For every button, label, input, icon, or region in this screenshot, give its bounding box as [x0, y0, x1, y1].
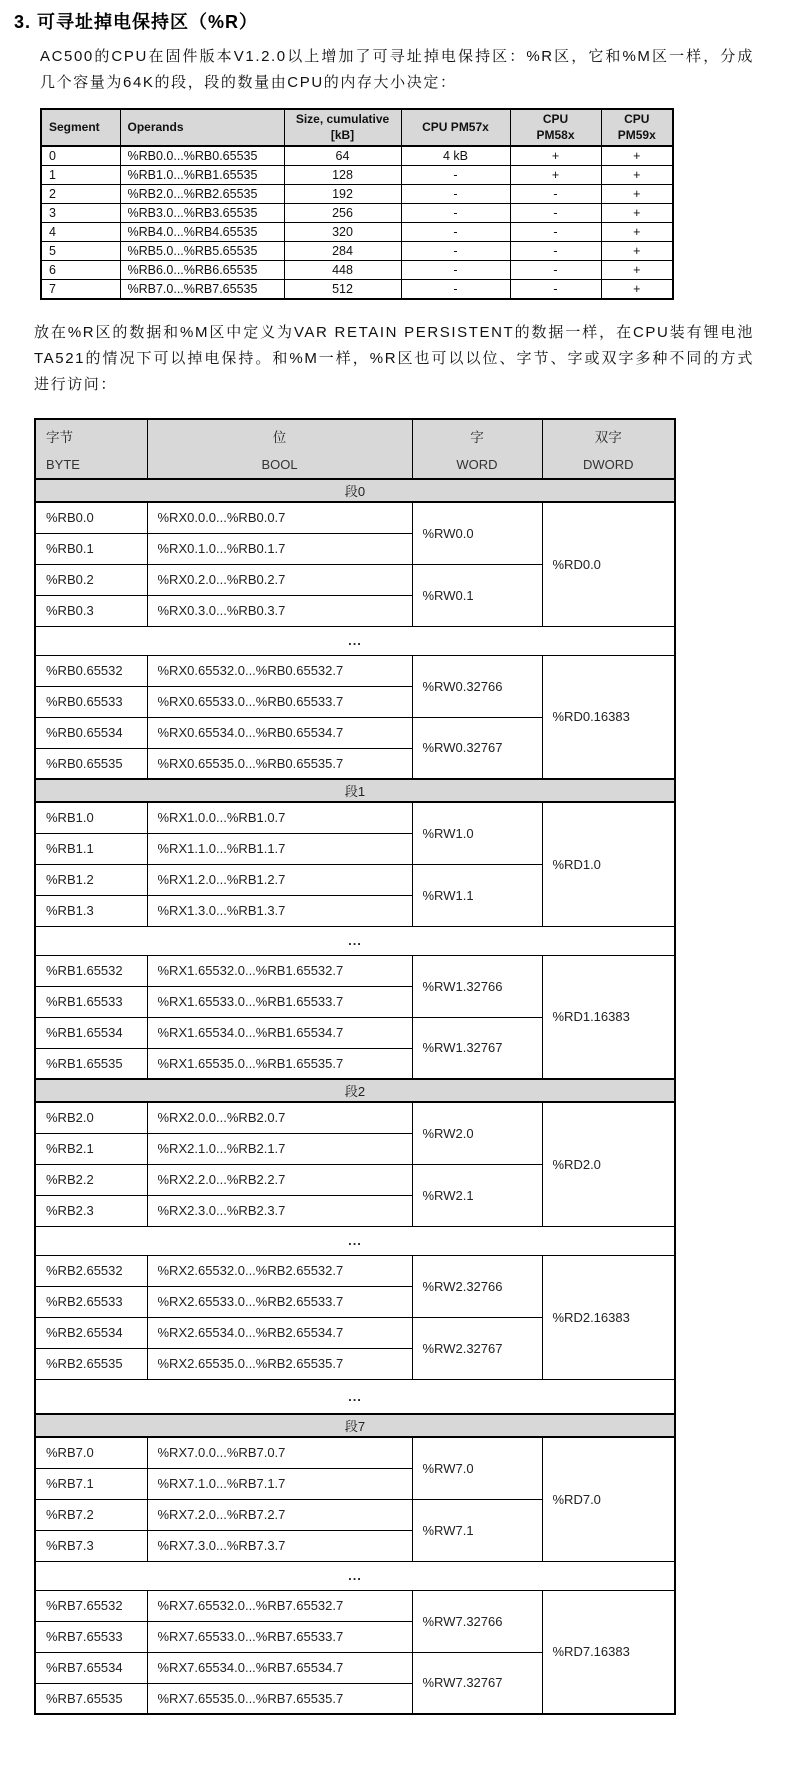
segment-size-cell: 320 — [284, 223, 401, 242]
segment-size-cell: + — [601, 166, 673, 185]
dword-cell: %RD7.16383 — [542, 1590, 675, 1714]
segment-size-cell: - — [401, 280, 510, 300]
segment-size-row — [41, 261, 673, 280]
col-header-en: DWORD — [582, 457, 634, 473]
header-line: Size, cumulative — [295, 112, 390, 126]
bool-range-cell: %RX0.65533.0...%RB0.65533.7 — [147, 686, 412, 717]
segment-size-cell: 3 — [41, 204, 120, 223]
byte-cell: %RB2.1 — [35, 1133, 147, 1164]
segment-size-cell: + — [510, 146, 601, 166]
segment-size-row — [41, 280, 673, 300]
byte-cell: %RB0.3 — [35, 595, 147, 626]
bool-range-cell: %RX1.65533.0...%RB1.65533.7 — [147, 986, 412, 1017]
segment-size-row — [41, 223, 673, 242]
title-number: 3. — [14, 12, 32, 32]
segment-size-cell: 6 — [41, 261, 120, 280]
segment-size-cell: %RB5.0...%RB5.65535 — [120, 242, 284, 261]
segment-size-table — [40, 108, 674, 300]
word-cell: %RW0.0 — [412, 502, 542, 564]
access-data-row — [35, 955, 675, 986]
segment-size-cell: %RB6.0...%RB6.65535 — [120, 261, 284, 280]
ellipsis-cell: ... — [35, 1561, 675, 1590]
segment-size-cell: 4 kB — [401, 146, 510, 166]
segment-size-row — [41, 242, 673, 261]
bool-range-cell: %RX0.1.0...%RB0.1.7 — [147, 533, 412, 564]
access-data-row — [35, 1437, 675, 1468]
word-cell: %RW2.32766 — [412, 1255, 542, 1317]
segment-bar — [35, 479, 675, 502]
byte-cell: %RB2.0 — [35, 1102, 147, 1133]
word-cell: %RW7.32766 — [412, 1590, 542, 1652]
ellipsis-cell: ... — [35, 926, 675, 955]
segment-size-row — [41, 146, 673, 166]
bool-range-cell: %RX7.3.0...%RB7.3.7 — [147, 1530, 412, 1561]
bool-range-cell: %RX2.65535.0...%RB2.65535.7 — [147, 1348, 412, 1379]
segment-size-cell: %RB3.0...%RB3.65535 — [120, 204, 284, 223]
segment-size-cell: - — [401, 204, 510, 223]
bool-range-cell: %RX7.65534.0...%RB7.65534.7 — [147, 1652, 412, 1683]
word-cell: %RW0.32767 — [412, 717, 542, 779]
intro-paragraph: AC500的CPU在固件版本V1.2.0以上增加了可寻址掉电保持区：%R区，它和%M区一样，分成几个容量为64K的段，段的数量由CPU的内存大小决定： — [40, 48, 754, 91]
access-data-row — [35, 802, 675, 833]
bool-range-cell: %RX2.2.0...%RB2.2.7 — [147, 1164, 412, 1195]
word-cell: %RW7.0 — [412, 1437, 542, 1499]
bool-range-cell: %RX7.65535.0...%RB7.65535.7 — [147, 1683, 412, 1714]
header-line: [kB] — [330, 127, 355, 142]
byte-cell: %RB1.65533 — [35, 986, 147, 1017]
bool-range-cell: %RX1.65535.0...%RB1.65535.7 — [147, 1048, 412, 1079]
bool-range-cell: %RX1.2.0...%RB1.2.7 — [147, 864, 412, 895]
segment-size-cell: - — [401, 166, 510, 185]
segment-size-cell: 448 — [284, 261, 401, 280]
segment-size-cell: + — [601, 280, 673, 300]
segment-size-cell: + — [601, 146, 673, 166]
word-cell: %RW7.32767 — [412, 1652, 542, 1714]
byte-cell: %RB2.65535 — [35, 1348, 147, 1379]
bool-range-cell: %RX0.0.0...%RB0.0.7 — [147, 502, 412, 533]
header-line: CPU — [542, 112, 569, 126]
col-header-cn: 位 — [272, 430, 287, 446]
bool-range-cell: %RX7.65533.0...%RB7.65533.7 — [147, 1621, 412, 1652]
bool-range-cell: %RX2.65532.0...%RB2.65532.7 — [147, 1255, 412, 1286]
segment-size-cell: - — [401, 185, 510, 204]
byte-cell: %RB0.65533 — [35, 686, 147, 717]
header-line: CPU — [624, 112, 650, 126]
bool-range-cell: %RX0.2.0...%RB0.2.7 — [147, 564, 412, 595]
col-header-en: BYTE — [46, 457, 80, 473]
bool-range-cell: %RX1.65534.0...%RB1.65534.7 — [147, 1017, 412, 1048]
segment-size-cell: 2 — [41, 185, 120, 204]
bool-range-cell: %RX2.65533.0...%RB2.65533.7 — [147, 1286, 412, 1317]
col-header-en: BOOL — [261, 457, 298, 473]
byte-cell: %RB7.65534 — [35, 1652, 147, 1683]
byte-cell: %RB2.65533 — [35, 1286, 147, 1317]
segment-size-cell: - — [510, 185, 601, 204]
byte-cell: %RB1.65535 — [35, 1048, 147, 1079]
access-data-row — [35, 1102, 675, 1133]
byte-cell: %RB7.0 — [35, 1437, 147, 1468]
byte-cell: %RB7.2 — [35, 1499, 147, 1530]
segment-size-cell: 256 — [284, 204, 401, 223]
segment-size-cell: %RB2.0...%RB2.65535 — [120, 185, 284, 204]
ellipsis-cell: ... — [35, 1379, 675, 1414]
segment-size-cell: 4 — [41, 223, 120, 242]
segment-size-cell: %RB7.0...%RB7.65535 — [120, 280, 284, 300]
segment-bar-label: 段7 — [35, 1414, 675, 1437]
address-access-table — [34, 418, 676, 1715]
segment-size-col-header — [41, 109, 120, 146]
word-cell: %RW1.0 — [412, 802, 542, 864]
byte-cell: %RB1.2 — [35, 864, 147, 895]
byte-cell: %RB7.65532 — [35, 1590, 147, 1621]
segment-size-cell: - — [401, 261, 510, 280]
segment-size-col-header — [510, 109, 601, 146]
word-cell: %RW1.1 — [412, 864, 542, 926]
byte-cell: %RB0.0 — [35, 502, 147, 533]
dword-cell: %RD2.16383 — [542, 1255, 675, 1379]
access-data-row — [35, 1590, 675, 1621]
dword-cell: %RD1.16383 — [542, 955, 675, 1079]
bool-range-cell: %RX7.1.0...%RB7.1.7 — [147, 1468, 412, 1499]
bool-range-cell: %RX2.65534.0...%RB2.65534.7 — [147, 1317, 412, 1348]
word-cell: %RW0.1 — [412, 564, 542, 626]
ellipsis-row — [35, 1379, 675, 1414]
bool-range-cell: %RX0.65534.0...%RB0.65534.7 — [147, 717, 412, 748]
dword-cell: %RD2.0 — [542, 1102, 675, 1226]
segment-bar — [35, 1079, 675, 1102]
segment-size-cell: - — [510, 261, 601, 280]
word-cell: %RW7.1 — [412, 1499, 542, 1561]
byte-cell: %RB2.65532 — [35, 1255, 147, 1286]
segment-bar-label: 段2 — [35, 1079, 675, 1102]
access-data-row — [35, 1255, 675, 1286]
access-data-row — [35, 655, 675, 686]
segment-size-cell: %RB4.0...%RB4.65535 — [120, 223, 284, 242]
byte-cell: %RB0.65535 — [35, 748, 147, 779]
access-col-header-bool — [147, 419, 412, 479]
byte-cell: %RB1.3 — [35, 895, 147, 926]
ellipsis-cell: ... — [35, 626, 675, 655]
bool-range-cell: %RX1.65532.0...%RB1.65532.7 — [147, 955, 412, 986]
byte-cell: %RB0.2 — [35, 564, 147, 595]
ellipsis-row — [35, 926, 675, 955]
bool-range-cell: %RX7.65532.0...%RB7.65532.7 — [147, 1590, 412, 1621]
segment-size-header-row — [41, 109, 673, 146]
segment-size-cell: + — [601, 242, 673, 261]
word-cell: %RW1.32766 — [412, 955, 542, 1017]
byte-cell: %RB2.3 — [35, 1195, 147, 1226]
segment-size-row — [41, 204, 673, 223]
segment-size-cell: + — [601, 204, 673, 223]
segment-size-cell: + — [601, 185, 673, 204]
bool-range-cell: %RX1.0.0...%RB1.0.7 — [147, 802, 412, 833]
bool-range-cell: %RX1.1.0...%RB1.1.7 — [147, 833, 412, 864]
header-line: Segment — [49, 119, 100, 134]
word-cell: %RW2.0 — [412, 1102, 542, 1164]
dword-cell: %RD0.16383 — [542, 655, 675, 779]
ellipsis-row — [35, 1561, 675, 1590]
segment-size-cell: - — [401, 242, 510, 261]
segment-size-cell: + — [601, 223, 673, 242]
bool-range-cell: %RX7.0.0...%RB7.0.7 — [147, 1437, 412, 1468]
segment-bar — [35, 1414, 675, 1437]
bool-range-cell: %RX0.65535.0...%RB0.65535.7 — [147, 748, 412, 779]
byte-cell: %RB7.65535 — [35, 1683, 147, 1714]
segment-size-cell: %RB0.0...%RB0.65535 — [120, 146, 284, 166]
byte-cell: %RB1.0 — [35, 802, 147, 833]
bool-range-cell: %RX1.3.0...%RB1.3.7 — [147, 895, 412, 926]
segment-size-cell: %RB1.0...%RB1.65535 — [120, 166, 284, 185]
segment-bar — [35, 779, 675, 802]
segment-size-cell: - — [510, 223, 601, 242]
byte-cell: %RB7.3 — [35, 1530, 147, 1561]
segment-size-cell: 284 — [284, 242, 401, 261]
bool-range-cell: %RX7.2.0...%RB7.2.7 — [147, 1499, 412, 1530]
bool-range-cell: %RX0.65532.0...%RB0.65532.7 — [147, 655, 412, 686]
word-cell: %RW1.32767 — [412, 1017, 542, 1079]
access-col-header-word — [412, 419, 542, 479]
segment-size-table-body — [41, 146, 673, 299]
col-header-cn: 字节 — [46, 430, 73, 446]
segment-size-cell: 1 — [41, 166, 120, 185]
segment-size-cell: - — [510, 204, 601, 223]
byte-cell: %RB1.1 — [35, 833, 147, 864]
word-cell: %RW0.32766 — [412, 655, 542, 717]
segment-size-cell: 128 — [284, 166, 401, 185]
dword-cell: %RD1.0 — [542, 802, 675, 926]
dword-cell: %RD7.0 — [542, 1437, 675, 1561]
segment-size-cell: 512 — [284, 280, 401, 300]
header-line: PM59x — [617, 127, 656, 142]
segment-size-col-header — [284, 109, 401, 146]
byte-cell: %RB7.65533 — [35, 1621, 147, 1652]
segment-size-cell: + — [510, 166, 601, 185]
byte-cell: %RB1.65532 — [35, 955, 147, 986]
word-cell: %RW2.32767 — [412, 1317, 542, 1379]
access-col-header-byte — [35, 419, 147, 479]
byte-cell: %RB7.1 — [35, 1468, 147, 1499]
segment-bar-label: 段1 — [35, 779, 675, 802]
segment-size-cell: 64 — [284, 146, 401, 166]
segment-size-table-head — [41, 109, 673, 146]
segment-size-cell: - — [510, 242, 601, 261]
byte-cell: %RB0.1 — [35, 533, 147, 564]
access-data-row — [35, 502, 675, 533]
ellipsis-row — [35, 626, 675, 655]
segment-size-cell: 5 — [41, 242, 120, 261]
segment-size-cell: 7 — [41, 280, 120, 300]
segment-size-col-header — [601, 109, 673, 146]
header-line: CPU PM57x — [422, 119, 489, 134]
bool-range-cell: %RX2.1.0...%RB2.1.7 — [147, 1133, 412, 1164]
segment-size-cell: + — [601, 261, 673, 280]
access-col-header-dword — [542, 419, 675, 479]
retain-paragraph: 放在%R区的数据和%M区中定义为VAR RETAIN PERSISTENT的数据一样，在CPU装有锂电池TA521的情况下可以掉电保持。和%M一样，%R区也可以以位、字节、字或双字多种不同的方式进行访问： — [34, 324, 754, 394]
access-table-body — [35, 479, 675, 1714]
bool-range-cell: %RX0.3.0...%RB0.3.7 — [147, 595, 412, 626]
segment-size-col-header — [401, 109, 510, 146]
segment-size-cell: 0 — [41, 146, 120, 166]
dword-cell: %RD0.0 — [542, 502, 675, 626]
header-line: Operands — [127, 119, 184, 134]
byte-cell: %RB0.65534 — [35, 717, 147, 748]
segment-size-row — [41, 166, 673, 185]
bool-range-cell: %RX2.3.0...%RB2.3.7 — [147, 1195, 412, 1226]
byte-cell: %RB1.65534 — [35, 1017, 147, 1048]
segment-bar-label: 段0 — [35, 479, 675, 502]
byte-cell: %RB0.65532 — [35, 655, 147, 686]
col-header-cn: 字 — [470, 430, 484, 446]
page-title — [14, 10, 784, 34]
segment-size-cell: 192 — [284, 185, 401, 204]
byte-cell: %RB2.2 — [35, 1164, 147, 1195]
col-header-en: WORD — [456, 457, 498, 473]
segment-size-cell: - — [510, 280, 601, 300]
access-table-head — [35, 419, 675, 479]
segment-size-row — [41, 185, 673, 204]
bool-range-cell: %RX2.0.0...%RB2.0.7 — [147, 1102, 412, 1133]
word-cell: %RW2.1 — [412, 1164, 542, 1226]
ellipsis-row — [35, 1226, 675, 1255]
col-header-cn: 双字 — [594, 430, 622, 446]
header-line: PM58x — [536, 127, 575, 142]
title-text: 可寻址掉电保持区（%R） — [37, 12, 259, 32]
segment-size-col-header — [120, 109, 284, 146]
access-table-header-row — [35, 419, 675, 479]
segment-size-cell: - — [401, 223, 510, 242]
ellipsis-cell: ... — [35, 1226, 675, 1255]
byte-cell: %RB2.65534 — [35, 1317, 147, 1348]
